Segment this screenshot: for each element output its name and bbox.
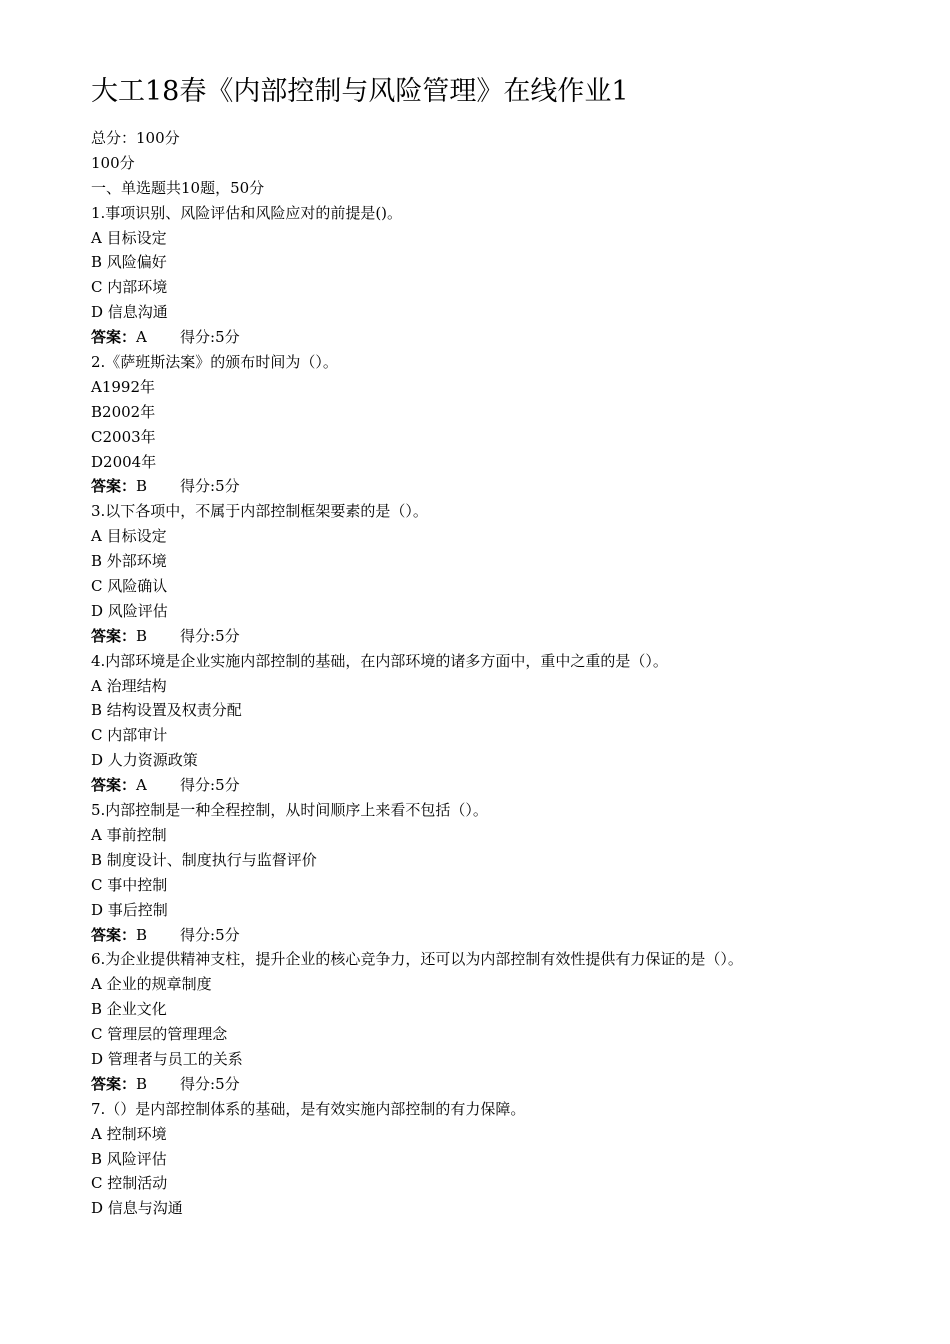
- answer-line: [91, 1072, 911, 1097]
- question-block: [91, 947, 911, 1096]
- question-block: [91, 798, 911, 947]
- question-stem: 7.（）是内部控制体系的基础，是有效实施内部控制的有力保障。: [91, 1099, 526, 1118]
- answer-line: [91, 325, 911, 350]
- answer-line: [91, 923, 911, 948]
- answer-option: A 目标设定: [91, 527, 167, 546]
- answer-option: A 目标设定: [91, 228, 167, 247]
- question-stem: 6.为企业提供精神支柱，提升企业的核心竞争力，还可以为内部控制有效性提供有力保证的是（）。: [91, 950, 743, 969]
- question-stem: 4.内部环境是企业实施内部控制的基础，在内部环境的诸多方面中，重中之重的是（）。: [91, 651, 668, 670]
- answer-option: C 内部环境: [91, 278, 168, 297]
- answer-value: A: [136, 776, 147, 795]
- answer-option: B 结构设置及权责分配: [91, 701, 242, 720]
- answer-label: 答案：: [91, 1074, 137, 1093]
- answer-option: C 控制活动: [91, 1174, 168, 1193]
- answer-option: B 风险偏好: [91, 253, 167, 272]
- answer-option: A 企业的规章制度: [91, 975, 212, 994]
- answer-label: 答案：: [91, 776, 137, 795]
- section-header: 一、单选题共10题，50分: [91, 178, 265, 197]
- answer-option: A 治理结构: [91, 676, 167, 695]
- question-block: [91, 201, 911, 350]
- answer-value: A: [136, 328, 147, 347]
- answer-value: B: [136, 477, 148, 496]
- score-line: 100分: [91, 153, 135, 172]
- question-block: [91, 1097, 911, 1221]
- document-title: 大工18春《内部控制与风险管理》在线作业1: [91, 76, 629, 107]
- answer-option: B 外部环境: [91, 552, 167, 571]
- answer-option: D 风险评估: [91, 601, 168, 620]
- answer-value: B: [136, 626, 148, 645]
- question-score: 得分:5分: [180, 925, 240, 944]
- answer-option: D 管理者与员工的关系: [91, 1049, 243, 1068]
- question-block: [91, 649, 911, 798]
- question-block: [91, 350, 911, 499]
- answer-value: B: [136, 925, 148, 944]
- question-score: 得分:5分: [180, 626, 240, 645]
- answer-option: D 信息与沟通: [91, 1199, 183, 1218]
- answer-option: C 事中控制: [91, 875, 168, 894]
- question-list: [91, 201, 911, 1222]
- answer-label: 答案：: [91, 477, 137, 496]
- answer-label: 答案：: [91, 626, 137, 645]
- answer-option: B 制度设计、制度执行与监督评价: [91, 850, 317, 869]
- answer-option: C 内部审计: [91, 726, 168, 745]
- answer-option: C 风险确认: [91, 577, 168, 596]
- question-score: 得分:5分: [180, 477, 240, 496]
- answer-line: [91, 773, 911, 798]
- answer-option: B 风险评估: [91, 1149, 167, 1168]
- question-stem: 2.《萨班斯法案》的颁布时间为（）。: [91, 353, 338, 372]
- question-score: 得分:5分: [180, 1074, 240, 1093]
- answer-option: A 控制环境: [91, 1124, 167, 1143]
- question-stem: 5.内部控制是一种全程控制，从时间顺序上来看不包括（）。: [91, 801, 488, 820]
- question-score: 得分:5分: [180, 328, 240, 347]
- answer-option: A1992年: [91, 377, 156, 396]
- answer-option: C 管理层的管理理念: [91, 1025, 228, 1044]
- question-block: [91, 499, 911, 648]
- answer-option: D 人力资源政策: [91, 751, 198, 770]
- question-score: 得分:5分: [180, 776, 240, 795]
- answer-line: [91, 474, 911, 499]
- document-page: [91, 70, 911, 1221]
- answer-option: D 事后控制: [91, 900, 168, 919]
- total-score-line: 总分：100分: [91, 129, 180, 147]
- answer-label: 答案：: [91, 925, 137, 944]
- answer-option: D2004年: [91, 452, 157, 471]
- question-stem: 3.以下各项中，不属于内部控制框架要素的是（）。: [91, 502, 428, 521]
- answer-value: B: [136, 1074, 148, 1093]
- answer-option: A 事前控制: [91, 825, 167, 844]
- answer-option: D 信息沟通: [91, 303, 168, 322]
- question-stem: 1.事项识别、风险评估和风险应对的前提是()。: [91, 203, 403, 222]
- answer-label: 答案：: [91, 328, 137, 347]
- answer-option: B2002年: [91, 402, 156, 421]
- answer-line: [91, 624, 911, 649]
- answer-option: B 企业文化: [91, 1000, 167, 1019]
- answer-option: C2003年: [91, 427, 156, 446]
